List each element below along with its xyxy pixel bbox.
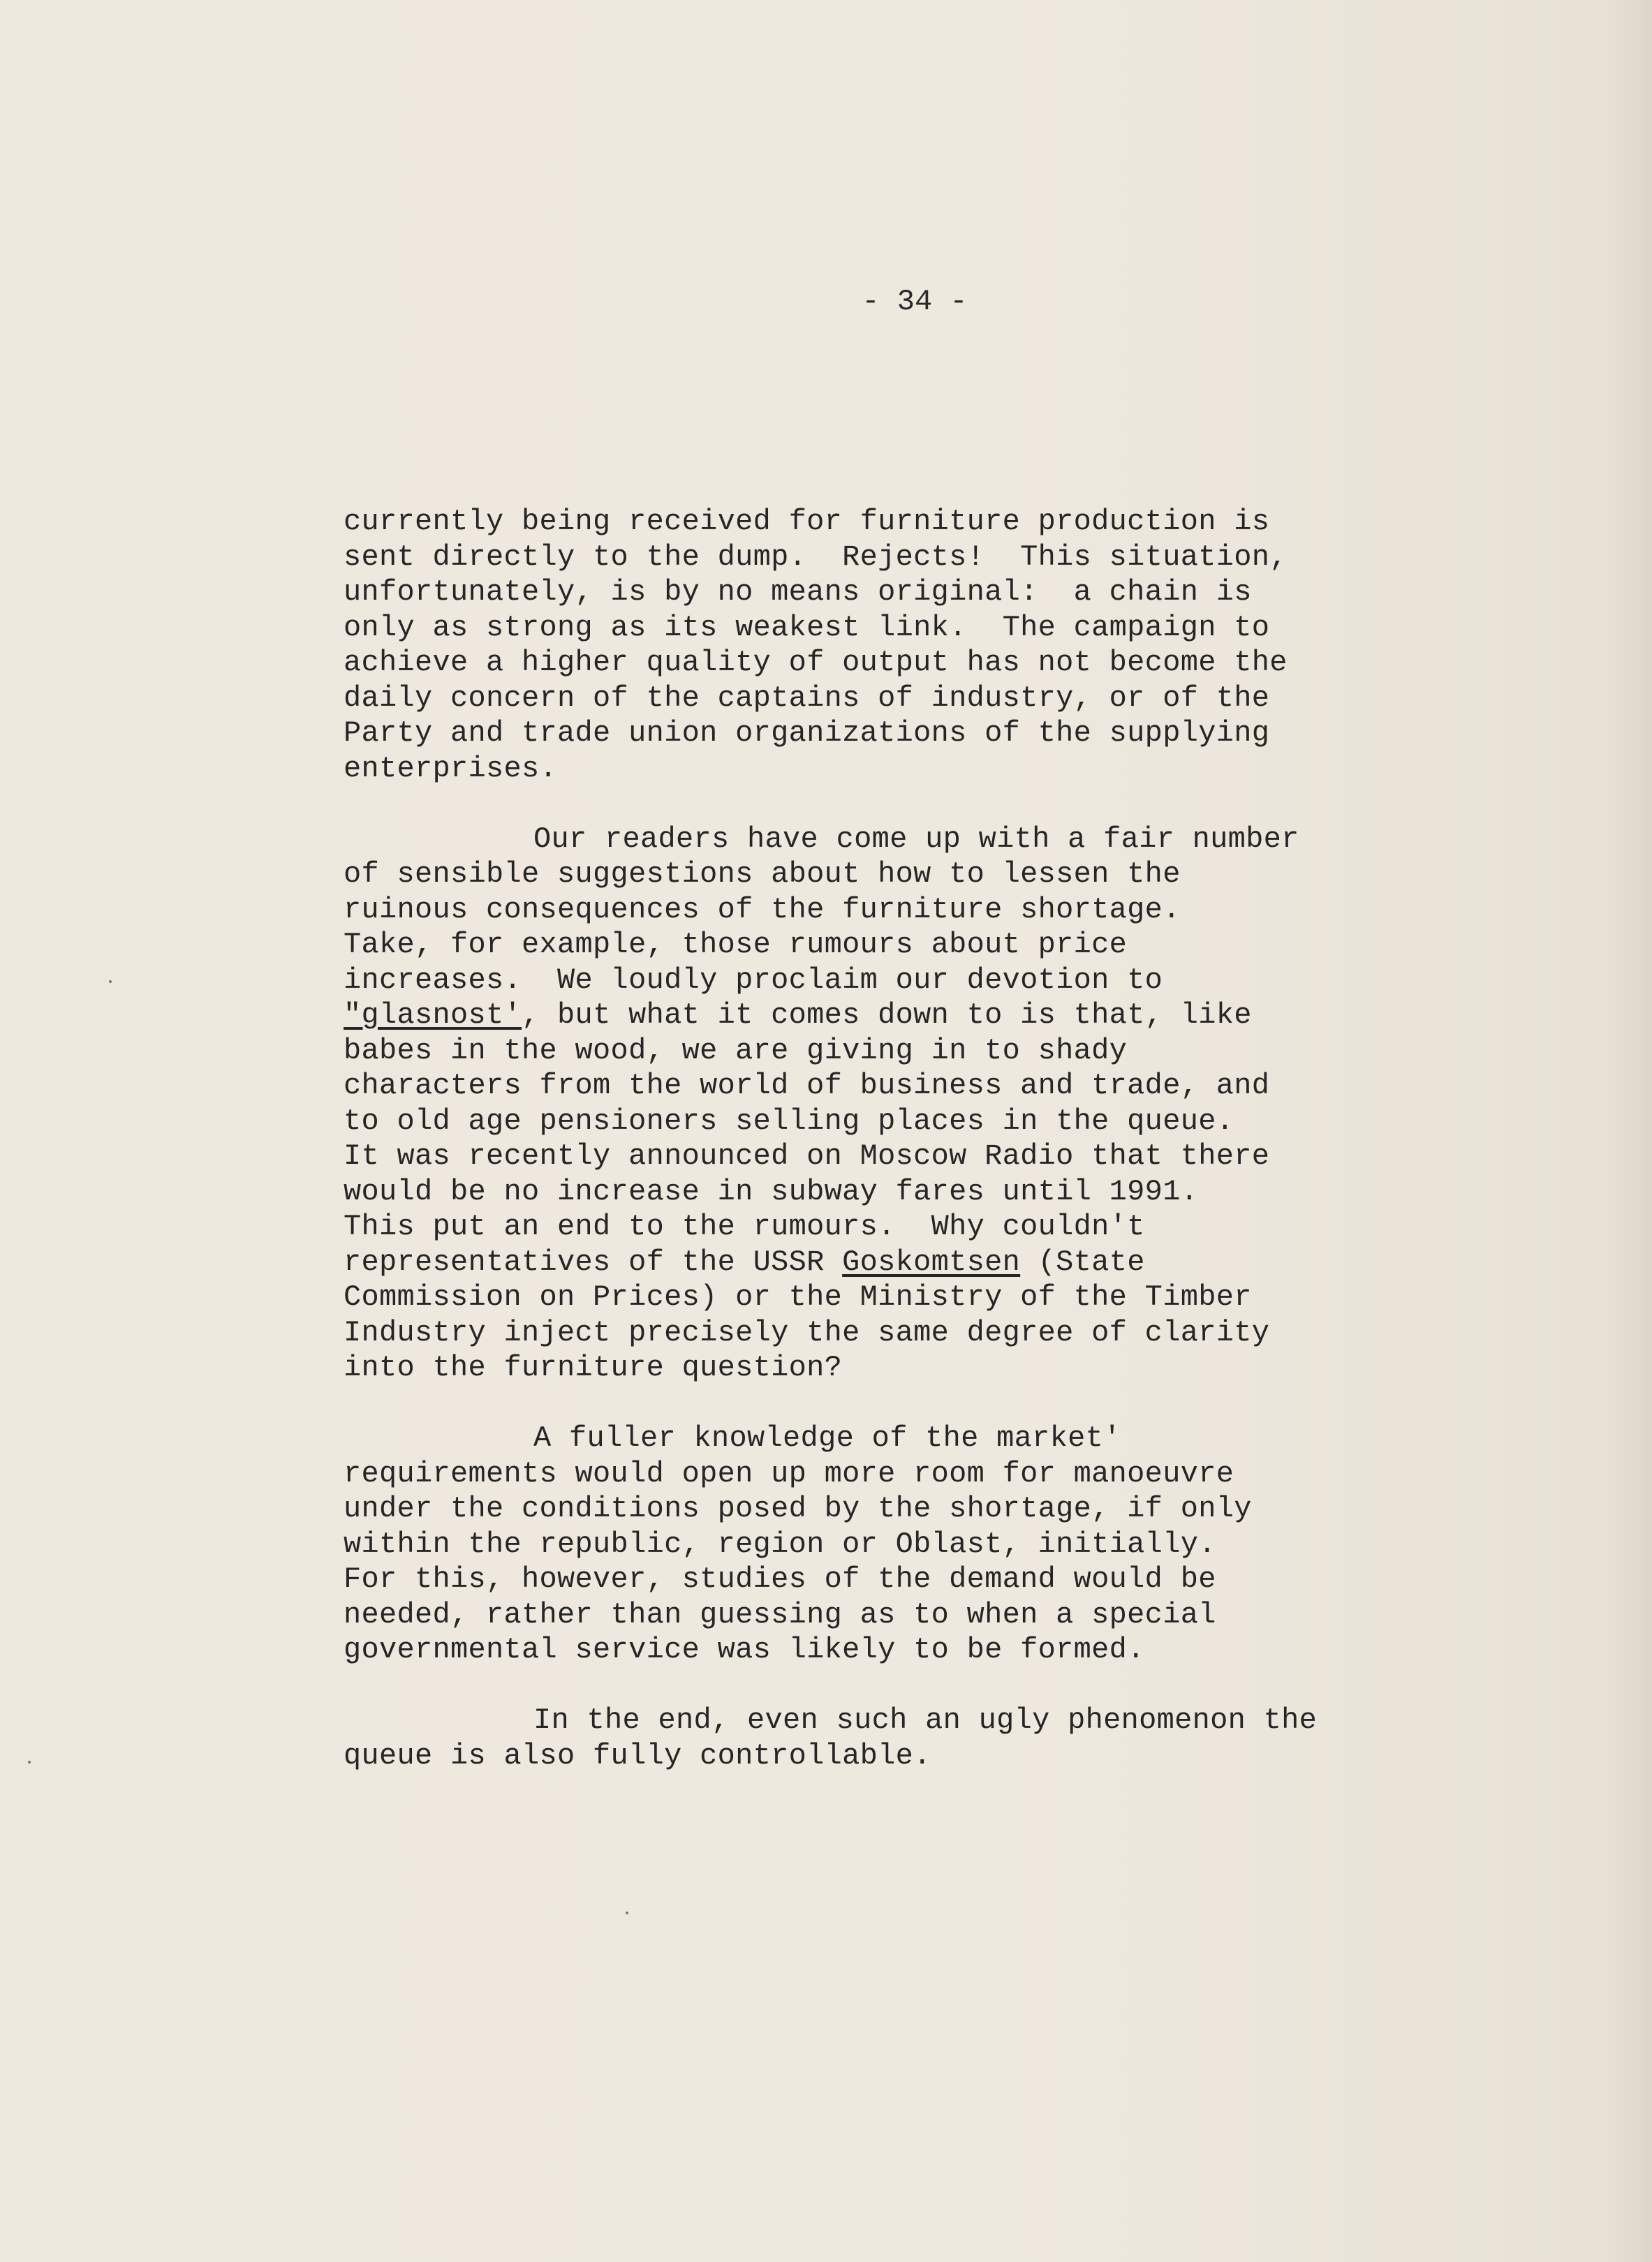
text-line: would be no increase in subway fares until 1991. xyxy=(344,1174,1199,1208)
text-line: unfortunately, is by no means original: a chain is xyxy=(344,575,1252,609)
text-line: needed, rather than guessing as to when a special xyxy=(344,1597,1216,1632)
text-line: Take, for example, those rumours about price xyxy=(344,928,1128,961)
text-line: enterprises. xyxy=(344,751,558,785)
text-line: to old age pensioners selling places in the queue. xyxy=(344,1104,1234,1138)
underlined-term: Goskomtsen xyxy=(842,1245,1021,1279)
text-line: into the furniture question? xyxy=(344,1351,843,1384)
text-line: Party and trade union organizations of the supplying xyxy=(344,716,1270,750)
page-number: - 34 - xyxy=(862,285,968,318)
text-line: A fuller knowledge of the market' xyxy=(533,1421,1121,1455)
text-line: achieve a higher quality of output has not become the xyxy=(344,646,1288,679)
text-line: of sensible suggestions about how to lessen the xyxy=(344,857,1181,891)
paragraph xyxy=(344,1703,1489,1773)
text-line: currently being received for furniture production is xyxy=(344,505,1270,538)
text-line: representatives of the USSR Goskomtsen (State xyxy=(344,1245,1145,1279)
text-line: only as strong as its weakest link. The campaign to xyxy=(344,610,1270,644)
paper-speck xyxy=(109,980,112,983)
text-line: It was recently announced on Moscow Radio that there xyxy=(344,1139,1270,1173)
text-line: increases. We loudly proclaim our devotion to xyxy=(344,963,1163,997)
text-line: sent directly to the dump. Rejects! This situation, xyxy=(344,540,1288,574)
text-line: "glasnost', but what it comes down to is that, like xyxy=(344,998,1252,1032)
text-line: Industry inject precisely the same degree of clarity xyxy=(344,1315,1270,1350)
text-line: governmental service was likely to be formed. xyxy=(344,1633,1145,1666)
paper-speck xyxy=(626,1912,628,1914)
text-line: queue is also fully controllable. xyxy=(344,1738,931,1773)
paragraph xyxy=(344,1421,1489,1668)
text-line: Commission on Prices) or the Ministry of the Timber xyxy=(344,1280,1252,1314)
paper-speck xyxy=(28,1761,31,1764)
text-line: babes in the wood, we are giving in to shady xyxy=(344,1033,1128,1067)
text-line: Our readers have come up with a fair number xyxy=(533,822,1299,856)
document-body xyxy=(344,504,1489,1809)
text-line: daily concern of the captains of industry, or of the xyxy=(344,681,1270,715)
text-line: For this, however, studies of the demand would be xyxy=(344,1562,1216,1596)
text-line: In the end, even such an ugly phenomenon the xyxy=(533,1703,1318,1737)
text-line: requirements would open up more room for manoeuvre xyxy=(344,1456,1234,1491)
paragraph xyxy=(344,822,1489,1386)
paragraph xyxy=(344,504,1489,786)
underlined-term: "glasnost' xyxy=(344,998,522,1032)
text-line: under the conditions posed by the shortage, if only xyxy=(344,1492,1252,1525)
text-line: ruinous consequences of the furniture shortage. xyxy=(344,892,1181,926)
text-line: This put an end to the rumours. Why couldn't xyxy=(344,1210,1145,1243)
text-line: characters from the world of business and trade, and xyxy=(344,1069,1270,1102)
text-line: within the republic, region or Oblast, initially. xyxy=(344,1527,1216,1561)
